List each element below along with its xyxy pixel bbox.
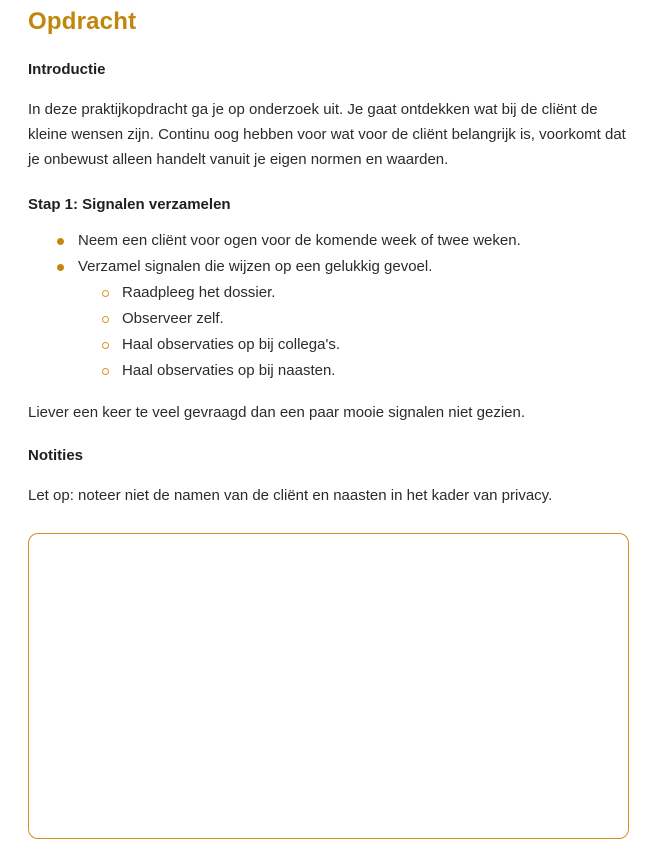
page-title: Opdracht	[28, 8, 137, 35]
list-item: Observeer zelf.	[122, 306, 629, 332]
list-item-text: Verzamel signalen die wijzen op een gelukkig gevoel.	[78, 258, 433, 276]
list-item: Raadpleeg het dossier.	[122, 280, 629, 306]
list-item-text: Neem een cliënt voor ogen voor de komende week of twee weken.	[78, 232, 521, 250]
introduction-heading: Introductie	[28, 60, 106, 78]
introduction-paragraph: In deze praktijkopdracht ga je op onderzoek uit. Je gaat ontdekken wat bij de cliënt de kleine wensen zijn. Continu oog hebben voor wat voor de cliënt belangrijk is, voorkomt dat je onbewust alleen handelt vanuit je eigen normen en waarden.	[28, 100, 626, 168]
list-item: Haal observaties op bij collega's.	[122, 332, 629, 358]
closing-paragraph: Liever een keer te veel gevraagd dan een paar mooie signalen niet gezien.	[28, 404, 526, 422]
privacy-note: Let op: noteer niet de namen van de cliënt en naasten in het kader van privacy.	[28, 487, 553, 505]
assignment-document	[28, 8, 629, 839]
step1-heading: Stap 1: Signalen verzamelen	[28, 195, 231, 213]
notes-textarea[interactable]	[28, 533, 629, 839]
list-item	[78, 228, 629, 254]
list-item: Haal observaties op bij naasten.	[122, 358, 629, 384]
list-item	[78, 254, 629, 384]
signal-bullet-list	[28, 228, 629, 384]
signal-sub-bullet-list	[78, 280, 629, 384]
notes-heading: Notities	[28, 447, 84, 465]
